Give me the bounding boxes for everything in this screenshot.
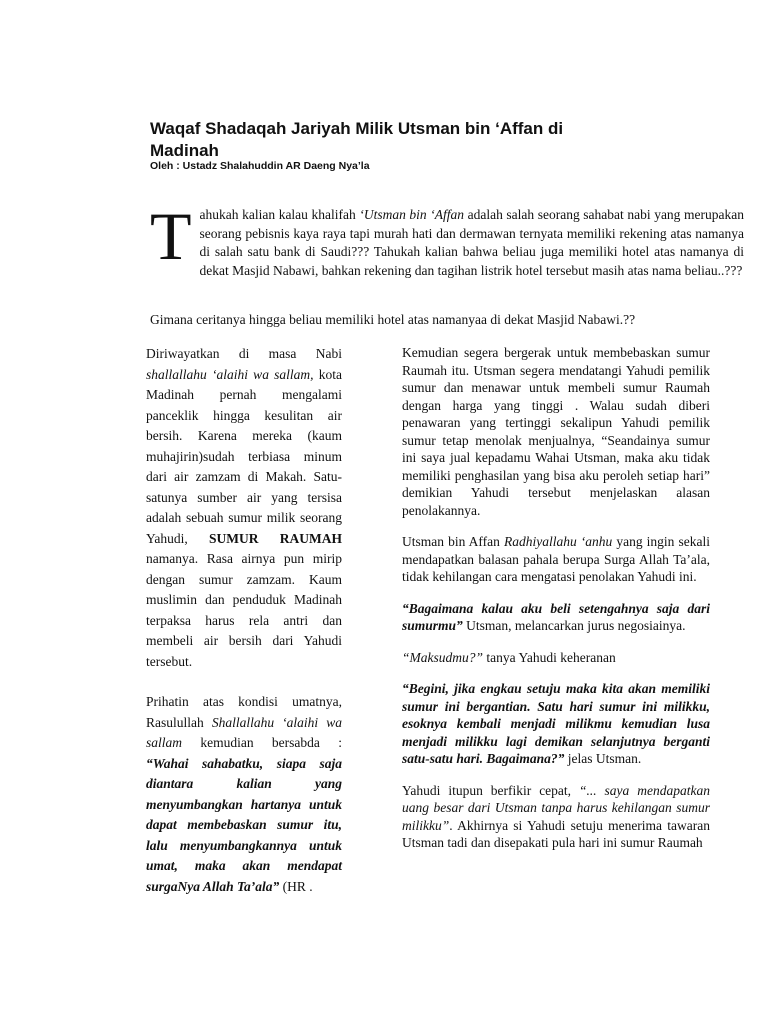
intro-text: ahukah kalian kalau khalifah xyxy=(199,207,360,222)
text-span: kota Madinah pernah mengalami panceklik hingga kesulitan air bersih. Karena mereka (kaum muhajirin)sudah terbiasa minum dari air zamzam di Makah. Satu-satunya sumber air yang tersisa adalah sebuah sumur milik seorang Yahudi, xyxy=(146,366,343,546)
right-paragraph-1: Kemudian segera bergerak untuk membebaskan sumur Raumah itu. Utsman segera mendatangi Yahudi pemilik sumur dan menawar untuk membeli sumur Raumah dengan harga yang tinggi . Walau sudah diberi penawaran yang tertinggi sekalipun Yahudi pemilik sumur tetap menolak menjualnya, “Seandainya sumur ini saya jual kepadamu Wahai Utsman, maka aku tidak memiliki penghasilan yang bisa aku peroleh setiap hari” demikian Yahudi tersebut menjelaskan alasan penolakannya. xyxy=(402,345,710,518)
text-span: Utsman bin Affan xyxy=(402,534,504,549)
right-paragraph-3 xyxy=(402,600,710,635)
text-span: jelas Utsman. xyxy=(564,751,642,766)
question-paragraph: Gimana ceritanya hingga beliau memiliki hotel atas namanyaa di dekat Masjid Nabawi.?? xyxy=(150,312,636,327)
text-span: namanya. Rasa airnya pun mirip dengan sumur zamzam. Kaum muslimin dan penduduk Madinah terpaksa harus rela antri dan membeli air bersih dari Yahudi tersebut. xyxy=(146,551,342,669)
intro-paragraph xyxy=(150,198,744,280)
dialogue-quote: “Bagaimana kalau aku beli setengahnya saja dari sumurmu” xyxy=(402,600,710,633)
italic-span: Radhiyallahu ‘anhu xyxy=(503,534,613,549)
left-paragraph-2 xyxy=(146,692,342,897)
right-paragraph-4 xyxy=(402,649,710,667)
dialogue-quote: “... saya mendapatkan uang besar dari Utsman tanpa harus kehilangan sumur milikku” xyxy=(402,782,710,833)
right-column xyxy=(402,344,710,866)
right-paragraph-6 xyxy=(402,782,710,852)
hadith-quote: “Wahai sahabatku, siapa saja diantara kalian yang menyumbangkan hartanya untuk dapat membebaskan sumur itu, lalu menyumbangkannya untuk umat, maka akan mendapat surgaNya Allah Ta’ala” xyxy=(146,755,342,894)
bold-span: SUMUR RAUMAH xyxy=(209,530,342,546)
article-title: Waqaf Shadaqah Jariyah Milik Utsman bin ‘Affan di Madinah xyxy=(150,119,564,160)
drop-cap: T xyxy=(150,198,192,274)
text-span: tanya Yahudi keheranan xyxy=(483,649,616,665)
dialogue-quote: “Begini, jika engkau setuju maka kita akan memiliki sumur ini bergantian. Satu hari sumur ini milikku, esoknya kembali menjadi milikmu kemudian lusa menjadi milikku lagi demikan selanjutnya berganti satu-satu hari. Bagaimana?” xyxy=(402,681,710,766)
intro-text-rest: adalah salah seorang sahabat nabi yang merupakan seorang pebisnis kaya raya tapi murah hati dan dermawan ternyata memiliki rekening atas namanya di salah satu bank di Saudi??? Tahukah kalian bahwa beliau juga memiliki hotel atas namanya di dekat Masjid Nabawi, bahkan rekening dan tagihan listrik hotel tersebut masih atas nama beliau..??? xyxy=(199,207,744,278)
text-span: Yahudi itupun berfikir cepat, xyxy=(402,782,579,798)
text-span: Diriwayatkan di masa Nabi xyxy=(146,346,342,361)
left-paragraph-1 xyxy=(146,344,342,672)
text-span: yang ingin sekali mendapatkan balasan pahala berupa Surga Allah Ta’ala, tidak kehilangan cara mengatasi penolakan Yahudi ini. xyxy=(402,534,710,584)
intro-name: ‘Utsman bin ‘Affan xyxy=(359,207,464,222)
text-span: . Akhirnya si Yahudi setuju menerima tawaran Utsman tadi dan disepakati pula hari ini sumur Raumah xyxy=(402,817,710,850)
dialogue-quote: “Maksudmu?” xyxy=(402,649,484,665)
right-paragraph-2 xyxy=(402,533,710,586)
left-column xyxy=(146,344,342,917)
author-byline: Oleh : Ustadz Shalahuddin AR Daeng Nya’la xyxy=(150,160,370,172)
text-span: (HR . xyxy=(279,878,313,894)
text-span: Prihatin atas kondisi umatnya, Rasulullah xyxy=(146,694,342,730)
italic-span: Shallallahu ‘alaihi wa sallam xyxy=(146,714,342,750)
italic-span: shallallahu ‘alaihi wa sallam, xyxy=(146,366,314,382)
text-span: kemudian bersabda : xyxy=(182,735,342,750)
text-span: Utsman, melancarkan jurus negosiainya. xyxy=(462,618,686,633)
right-paragraph-5 xyxy=(402,680,710,768)
